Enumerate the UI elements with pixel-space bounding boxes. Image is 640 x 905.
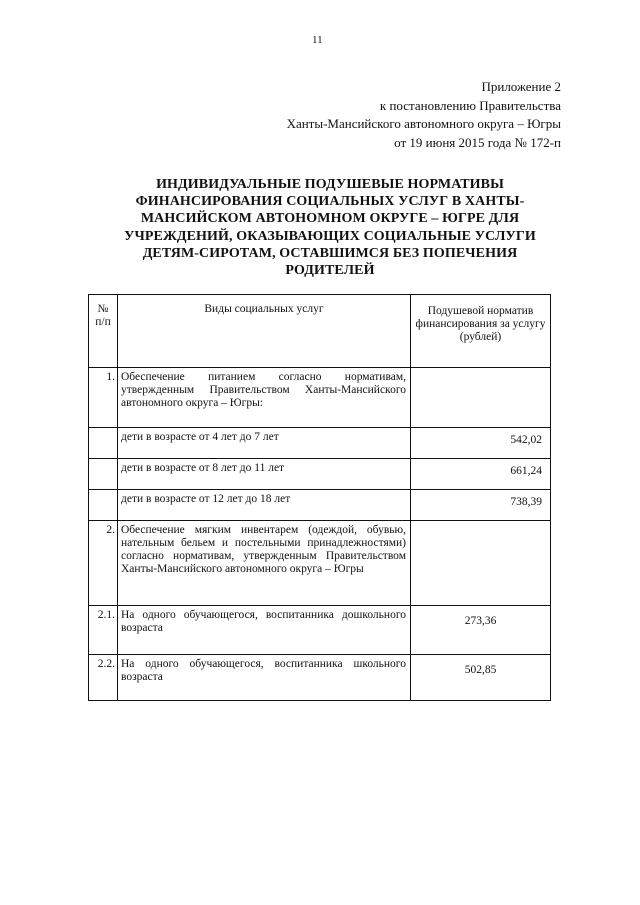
row-number: 2.1. [89, 606, 118, 655]
header-number-pp: п/п [95, 316, 111, 328]
table-row [89, 655, 551, 701]
row-description: дети в возрасте от 4 лет до 7 лет [118, 428, 411, 459]
row-number: 2. [89, 521, 118, 606]
table-row [89, 368, 551, 428]
row-value: 542,02 [411, 428, 551, 459]
title-line: ИНДИВИДУАЛЬНЫЕ ПОДУШЕВЫЕ НОРМАТИВЫ [156, 177, 504, 192]
row-value [411, 521, 551, 606]
title-line: УЧРЕЖДЕНИЙ, ОКАЗЫВАЮЩИХ СОЦИАЛЬНЫЕ УСЛУГИ [124, 228, 536, 244]
row-number [89, 459, 118, 490]
row-description: дети в возрасте от 12 лет до 18 лет [118, 490, 411, 521]
appendix-line: Приложение 2 [481, 79, 561, 94]
appendix-block [181, 78, 561, 152]
row-description: Обеспечение питанием согласно нормативам, утвержденным Правительством Ханты-Мансийского автономного округа – Югры: [118, 368, 411, 428]
title-line: ФИНАНСИРОВАНИЯ СОЦИАЛЬНЫХ УСЛУГ В ХАНТЫ- [135, 194, 525, 210]
row-value: 273,36 [411, 606, 551, 655]
appendix-line: к постановлению Правительства [379, 97, 561, 113]
table-row [89, 459, 551, 490]
row-number: 1. [89, 368, 118, 428]
table-row [89, 428, 551, 459]
row-number: 2.2. [89, 655, 118, 701]
row-description: дети в возрасте от 8 лет до 11 лет [118, 459, 411, 490]
row-number [89, 490, 118, 521]
row-value: 738,39 [411, 490, 551, 521]
row-description: Обеспечение мягким инвентарем (одеждой, обувью, нательным бельем и постельными принадлежностями) согласно нормативам, утвержденным Правительством Ханты-Мансийского автономного округа – Югры [118, 521, 411, 606]
table-header-row [89, 295, 551, 368]
norms-table [88, 294, 551, 701]
title-line: РОДИТЕЛЕЙ [285, 263, 375, 279]
table-row [89, 606, 551, 655]
row-description: На одного обучающегося, воспитанника дошкольного возраста [118, 606, 411, 655]
row-value: 502,85 [411, 655, 551, 701]
header-service-type: Виды социальных услуг [118, 295, 411, 368]
row-description: На одного обучающегося, воспитанника школьного возраста [118, 655, 411, 701]
table-row [89, 521, 551, 606]
row-value: 661,24 [411, 459, 551, 490]
appendix-line: Ханты-Мансийского автономного округа – Югры [286, 116, 561, 131]
header-number-sign: № [97, 303, 109, 315]
row-value [411, 368, 551, 428]
title-line: МАНСИЙСКОМ АВТОНОМНОМ ОКРУГЕ – ЮГРЕ ДЛЯ [140, 211, 520, 227]
appendix-line: от 19 июня 2015 года № 172-п [394, 134, 561, 150]
title-line: ДЕТЯМ-СИРОТАМ, ОСТАВШИМСЯ БЕЗ ПОПЕЧЕНИЯ [142, 245, 518, 261]
row-number [89, 428, 118, 459]
header-norm: Подушевой норматив финансирования за услугу (рублей) [411, 295, 551, 368]
page-number: 11 [312, 34, 323, 46]
document-title [100, 176, 560, 279]
table-row [89, 490, 551, 521]
header-number [89, 295, 118, 368]
